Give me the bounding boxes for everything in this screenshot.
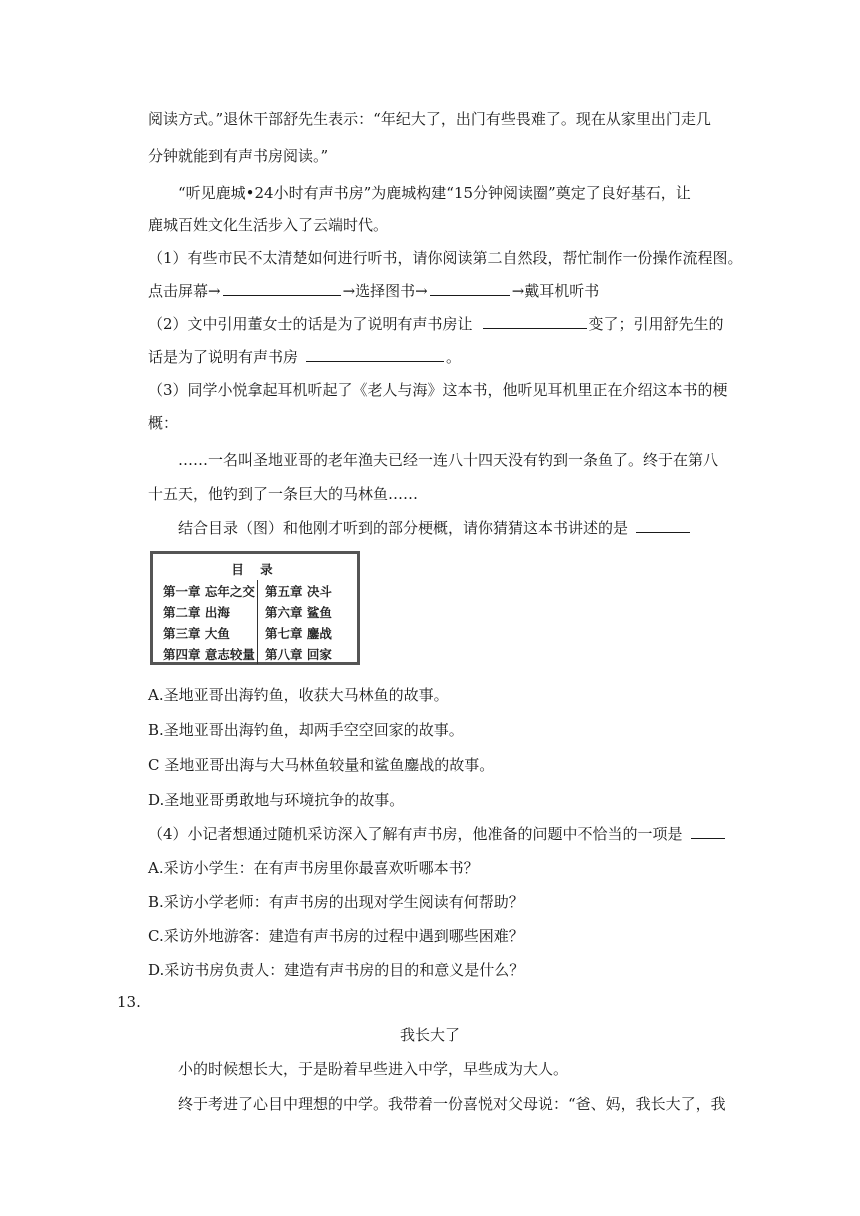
option-a: A.圣地亚哥出海钓鱼，收获大马林鱼的故事。 — [148, 686, 449, 704]
synopsis-line: 十五天，他钓到了一条巨大的马林鱼…… — [148, 485, 419, 503]
question-2-text: （2）文中引用董女士的话是为了说明有声书房让 — [148, 315, 473, 333]
question-2 — [148, 313, 730, 335]
toc-entry: 第五章 决斗 — [265, 584, 332, 599]
option-b: B.采访小学老师：有声书房的出现对学生阅读有何帮助？ — [148, 893, 524, 911]
toc-entry: 第三章 大鱼 — [163, 626, 230, 641]
flow-step-3: →戴耳机听书 — [511, 282, 600, 300]
question-3-prompt — [178, 517, 730, 539]
essay-title: 我长大了 — [399, 1026, 460, 1044]
toc-entry: 第七章 鏖战 — [265, 626, 332, 641]
table-of-contents-image — [150, 551, 360, 665]
question-4-text: （4）小记者想通过随机采访深入了解有声书房，他准备的问题中不恰当的一项是 — [148, 825, 683, 843]
essay-paragraph: 小的时候想长大，于是盼着早些进入中学，早些成为大人。 — [178, 1060, 569, 1078]
question-2-cont — [148, 346, 730, 368]
paragraph-line: 分钟就能到有声书房阅读。” — [148, 147, 329, 165]
question-3-cont: 概： — [148, 414, 179, 432]
toc-entry: 第四章 意志较量 — [163, 647, 255, 662]
option-b: B.圣地亚哥出海钓鱼，却两手空空回家的故事。 — [148, 721, 464, 739]
question-3-text: 结合目录（图）和他刚才听到的部分梗概，请你猜猜这本书讲述的是 — [178, 519, 629, 537]
question-3: （3）同学小悦拿起耳机听起了《老人与海》这本书，他听见耳机里正在介绍这本书的梗 — [148, 381, 728, 399]
option-d: D.采访书房负责人：建造有声书房的目的和意义是什么？ — [148, 961, 525, 979]
toc-entry: 第二章 出海 — [163, 605, 230, 620]
answer-blank[interactable] — [483, 313, 587, 329]
toc-entry: 第六章 鲨鱼 — [265, 605, 332, 620]
paragraph-line: 鹿城百姓文化生活步入了云端时代。 — [148, 216, 389, 234]
question-2-text: 。 — [446, 348, 462, 366]
option-c: C 圣地亚哥出海与大马林鱼较量和鲨鱼鏖战的故事。 — [148, 756, 495, 774]
essay-paragraph: 终于考进了心目中理想的中学。我带着一份喜悦对父母说：“爸、妈，我长大了，我 — [178, 1095, 726, 1113]
toc-entry: 第八章 回家 — [265, 647, 332, 662]
answer-blank[interactable] — [223, 280, 341, 296]
paragraph-line: 阅读方式。”退休干部舒先生表示：“年纪大了，出门有些畏难了。现在从家里出门走几 — [148, 110, 711, 128]
answer-blank[interactable] — [430, 280, 510, 296]
question-2-text: 话是为了说明有声书房 — [148, 348, 299, 366]
option-c: C.采访外地游客：建造有声书房的过程中遇到哪些困难？ — [148, 927, 524, 945]
question-1: （1）有些市民不太清楚如何进行听书，请你阅读第二自然段，帮忙制作一份操作流程图。 — [148, 249, 743, 267]
flow-step-2: →选择图书→ — [342, 282, 428, 300]
toc-divider — [257, 580, 258, 664]
synopsis-line: ……一名叫圣地亚哥的老年渔夫已经一连八十四天没有钓到一条鱼了。终于在第八 — [178, 451, 719, 469]
question-4 — [148, 823, 730, 845]
question-2-text: 变了；引用舒先生的 — [588, 315, 724, 333]
flow-step-1: 点击屏幕→ — [148, 282, 221, 300]
toc-left-column — [163, 581, 255, 665]
paragraph-line: “听见鹿城•24小时有声书房”为鹿城构建“15分钟阅读圈”奠定了良好基石，让 — [178, 184, 691, 202]
toc-entry: 第一章 忘年之交 — [163, 584, 255, 599]
answer-blank[interactable] — [306, 346, 444, 362]
question-1-flowchart — [148, 280, 730, 302]
answer-blank[interactable] — [691, 823, 725, 839]
toc-title: 目 录 — [231, 562, 279, 577]
option-a: A.采访小学生：在有声书房里你最喜欢听哪本书？ — [148, 859, 479, 877]
option-d: D.圣地亚哥勇敢地与环境抗争的故事。 — [148, 791, 405, 809]
answer-blank[interactable] — [636, 517, 690, 533]
question-number: 13. — [117, 993, 141, 1011]
toc-right-column — [265, 581, 332, 665]
